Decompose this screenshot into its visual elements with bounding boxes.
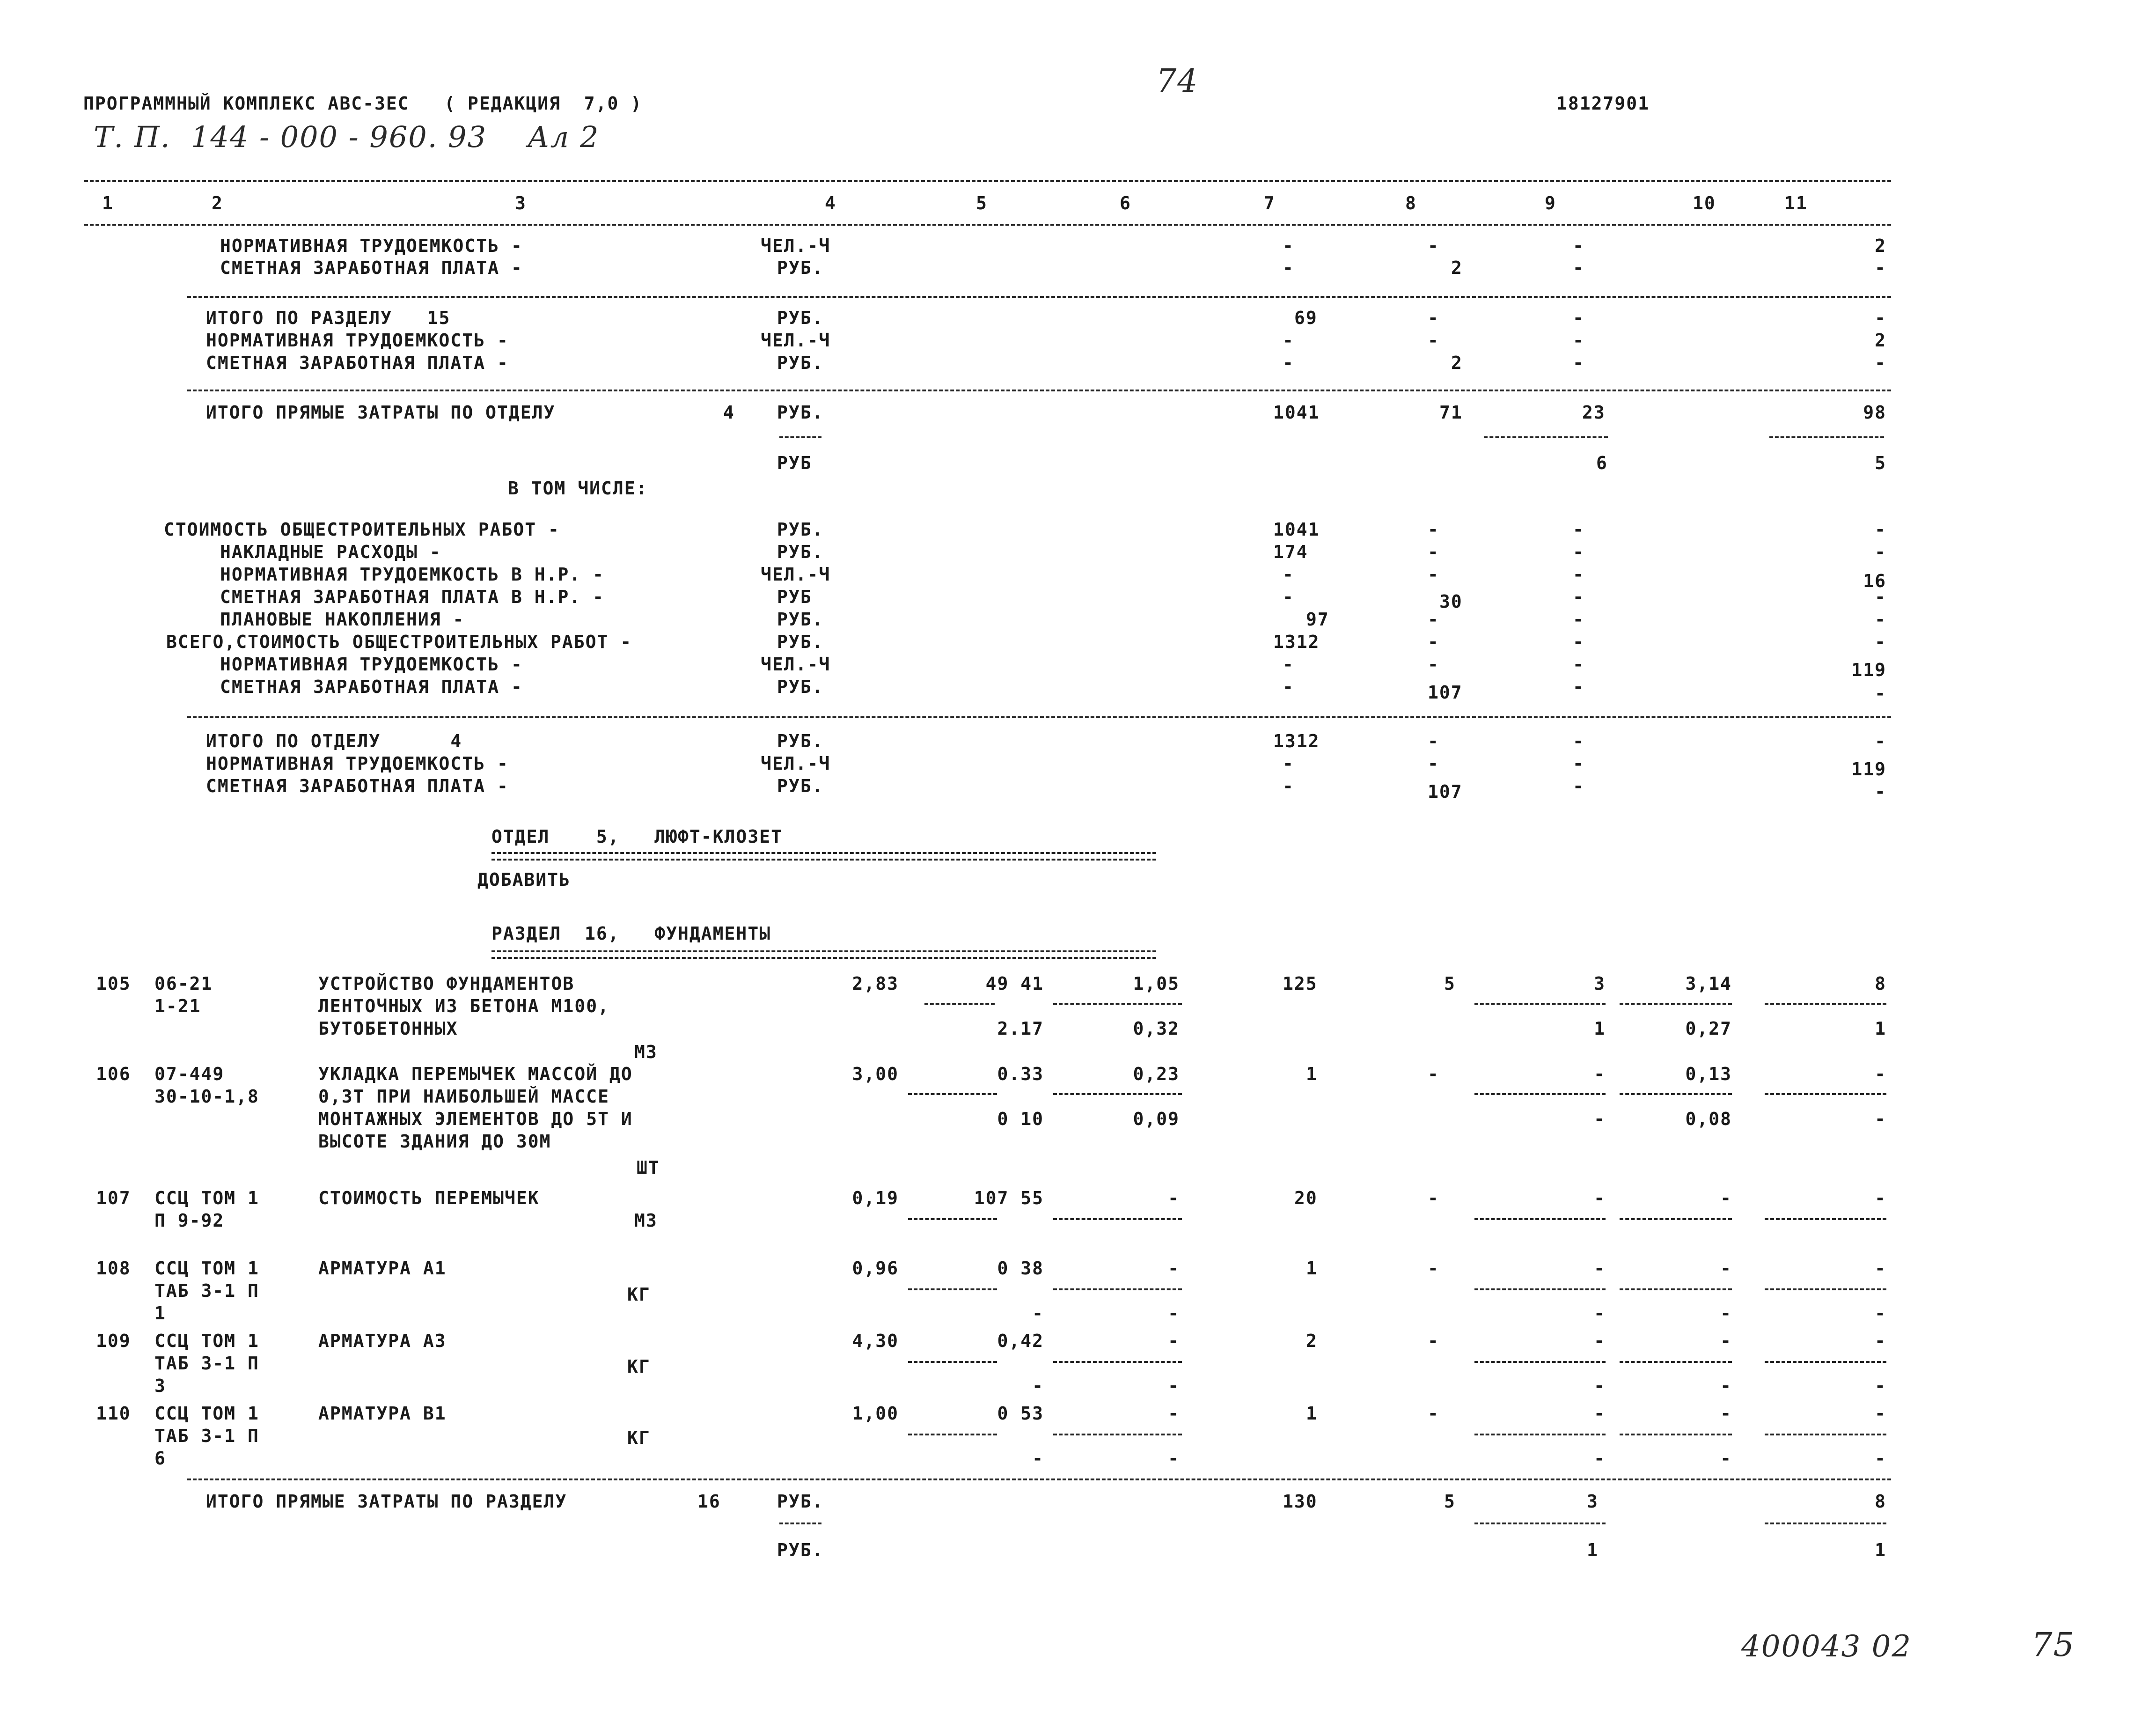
page-number-top: 74 bbox=[1156, 63, 1199, 100]
line-unit: РУБ. bbox=[777, 776, 824, 796]
col9: 3 bbox=[1587, 1491, 1599, 1512]
line-unit-2: РУБ. bbox=[777, 1540, 824, 1560]
col11: 2 bbox=[1875, 235, 1886, 256]
line-unit: РУБ. bbox=[777, 609, 824, 630]
col10-b: - bbox=[1720, 1448, 1732, 1469]
rule bbox=[187, 390, 1891, 391]
col9: - bbox=[1573, 587, 1584, 607]
line-label: НОРМАТИВНАЯ ТРУДОЕМКОСТЬ В Н.Р. - bbox=[220, 564, 604, 585]
col7: 1 bbox=[1306, 1064, 1318, 1084]
col7: 20 bbox=[1294, 1188, 1318, 1208]
col9-b: - bbox=[1594, 1303, 1606, 1324]
col5: 0.33 bbox=[997, 1064, 1044, 1084]
col5: 49 41 bbox=[985, 973, 1044, 994]
col6-b: 0,32 bbox=[1133, 1018, 1180, 1039]
dash bbox=[1053, 1218, 1182, 1220]
col7: - bbox=[1283, 353, 1294, 373]
col7: 97 bbox=[1306, 609, 1329, 630]
item-desc: БУТОБЕТОННЫХ bbox=[318, 1018, 458, 1039]
col6-b: - bbox=[1168, 1376, 1180, 1396]
col5-b: - bbox=[1032, 1448, 1044, 1469]
col8: - bbox=[1428, 1188, 1439, 1208]
col9: - bbox=[1573, 308, 1584, 328]
col11: 119 bbox=[1851, 759, 1886, 780]
col9: - bbox=[1573, 609, 1584, 630]
dash bbox=[924, 1003, 995, 1005]
col7: 1041 bbox=[1273, 402, 1320, 423]
item-num: 107 bbox=[96, 1188, 131, 1208]
line-label: СМЕТНАЯ ЗАРАБОТНАЯ ПЛАТА - bbox=[220, 677, 523, 697]
col8: - bbox=[1428, 609, 1439, 630]
col7: - bbox=[1283, 677, 1294, 697]
col7: - bbox=[1283, 654, 1294, 675]
col9: - bbox=[1573, 257, 1584, 278]
item-unit: КГ bbox=[627, 1284, 651, 1305]
col11: - bbox=[1875, 1188, 1886, 1208]
col8: 71 bbox=[1439, 402, 1463, 423]
col5-b: - bbox=[1032, 1376, 1044, 1396]
item-code: 3 bbox=[154, 1376, 166, 1396]
dash bbox=[1474, 1003, 1606, 1005]
col11: 2 bbox=[1875, 330, 1886, 351]
item-desc: АРМАТУРА В1 bbox=[318, 1403, 447, 1424]
col9: - bbox=[1573, 330, 1584, 351]
col10: 3,14 bbox=[1685, 973, 1732, 994]
line-label: СМЕТНАЯ ЗАРАБОТНАЯ ПЛАТА - bbox=[206, 776, 509, 796]
col8: - bbox=[1428, 330, 1439, 351]
col11: - bbox=[1875, 781, 1886, 802]
col8: 5 bbox=[1444, 1491, 1456, 1512]
col-header-8: 8 bbox=[1405, 193, 1417, 213]
dash bbox=[1053, 1361, 1182, 1363]
col9: - bbox=[1573, 519, 1584, 540]
col10: - bbox=[1720, 1188, 1732, 1208]
col11: - bbox=[1875, 1403, 1886, 1424]
col8: - bbox=[1428, 308, 1439, 328]
col8: - bbox=[1428, 1064, 1439, 1084]
dash bbox=[1474, 1218, 1606, 1220]
double-rule bbox=[491, 852, 1156, 861]
col-header-5: 5 bbox=[976, 193, 988, 213]
col5-b: 0 10 bbox=[997, 1109, 1044, 1129]
line-label: ИТОГО ПРЯМЫЕ ЗАТРАТЫ ПО РАЗДЕЛУ bbox=[206, 1491, 567, 1512]
dash-col11 bbox=[1765, 1523, 1886, 1524]
col8: 5 bbox=[1444, 973, 1456, 994]
col9: - bbox=[1594, 1188, 1606, 1208]
otdel-5-heading: ОТДЕЛ 5, ЛЮФТ-КЛОЗЕТ bbox=[491, 826, 783, 847]
item-unit: КГ bbox=[627, 1427, 651, 1448]
col11: - bbox=[1875, 683, 1886, 704]
col5: 0,42 bbox=[997, 1331, 1044, 1351]
col10: - bbox=[1720, 1331, 1732, 1351]
col9: - bbox=[1573, 677, 1584, 697]
col6-b: - bbox=[1168, 1303, 1180, 1324]
col7: 1 bbox=[1306, 1258, 1318, 1279]
col8: - bbox=[1428, 1403, 1439, 1424]
rule bbox=[187, 716, 1891, 718]
col7: 1 bbox=[1306, 1403, 1318, 1424]
col11: - bbox=[1875, 731, 1886, 751]
item-unit: М3 bbox=[634, 1042, 658, 1062]
col11: - bbox=[1875, 519, 1886, 540]
double-rule bbox=[491, 950, 1156, 959]
dash bbox=[908, 1218, 997, 1220]
col11-b: 1 bbox=[1875, 1540, 1886, 1560]
dash-under-unit bbox=[779, 436, 821, 438]
dash bbox=[1620, 1361, 1732, 1363]
col8: - bbox=[1428, 1331, 1439, 1351]
col9: - bbox=[1573, 235, 1584, 256]
col-header-1: 1 bbox=[102, 193, 114, 213]
col9-b: 6 bbox=[1596, 453, 1608, 473]
item-desc: 0,3Т ПРИ НАИБОЛЬШЕЙ МАССЕ bbox=[318, 1086, 609, 1107]
item-desc: УСТРОЙСТВО ФУНДАМЕНТОВ bbox=[318, 973, 575, 994]
item-num: 106 bbox=[96, 1064, 131, 1084]
item-code: 1 bbox=[154, 1303, 166, 1324]
line-label: ИТОГО ПРЯМЫЕ ЗАТРАТЫ ПО ОТДЕЛУ bbox=[206, 402, 556, 423]
col11: 8 bbox=[1875, 973, 1886, 994]
line-label: НОРМАТИВНАЯ ТРУДОЕМКОСТЬ - bbox=[220, 654, 523, 675]
line-unit: РУБ. bbox=[777, 632, 824, 652]
dash bbox=[1053, 1288, 1182, 1290]
col8: - bbox=[1428, 731, 1439, 751]
document-number: 18127901 bbox=[1556, 93, 1650, 114]
item-code: П 9-92 bbox=[154, 1210, 225, 1231]
dash bbox=[1474, 1093, 1606, 1095]
item-desc: ЛЕНТОЧНЫХ ИЗ БЕТОНА М100, bbox=[318, 996, 609, 1016]
col8: - bbox=[1428, 632, 1439, 652]
item-unit: М3 bbox=[634, 1210, 658, 1231]
col-header-6: 6 bbox=[1120, 193, 1131, 213]
line-label: ИТОГО ПО РАЗДЕЛУ 15 bbox=[206, 308, 451, 328]
col9-b: 1 bbox=[1587, 1540, 1599, 1560]
col11: 98 bbox=[1863, 402, 1886, 423]
col5: 0 38 bbox=[997, 1258, 1044, 1279]
item-code: ССЦ ТОМ 1 bbox=[154, 1188, 259, 1208]
col7: 174 bbox=[1273, 542, 1308, 562]
col7: 130 bbox=[1283, 1491, 1318, 1512]
col9-b: - bbox=[1594, 1376, 1606, 1396]
col11: - bbox=[1875, 308, 1886, 328]
line-label: ИТОГО ПО ОТДЕЛУ 4 bbox=[206, 731, 462, 751]
col11: - bbox=[1875, 587, 1886, 607]
line-unit: ЧЕЛ.-Ч bbox=[761, 753, 831, 774]
item-code: ТАБ 3-1 П bbox=[154, 1280, 259, 1301]
item-code: ССЦ ТОМ 1 bbox=[154, 1403, 259, 1424]
col7: 125 bbox=[1283, 973, 1318, 994]
dash bbox=[1765, 1288, 1886, 1290]
dash bbox=[1053, 1093, 1182, 1095]
col9: 23 bbox=[1582, 402, 1606, 423]
v-tom-chisle: В ТОМ ЧИСЛЕ: bbox=[508, 478, 648, 499]
col8: - bbox=[1428, 564, 1439, 585]
dash bbox=[908, 1093, 997, 1095]
col11: 8 bbox=[1875, 1491, 1886, 1512]
col4: 2,83 bbox=[852, 973, 899, 994]
col7: - bbox=[1283, 257, 1294, 278]
line-unit: ЧЕЛ.-Ч bbox=[761, 330, 831, 351]
razdel-16-heading: РАЗДЕЛ 16, ФУНДАМЕНТЫ bbox=[491, 923, 771, 944]
line-unit: РУБ. bbox=[777, 308, 824, 328]
col11-b: - bbox=[1875, 1303, 1886, 1324]
col-header-11: 11 bbox=[1784, 193, 1808, 213]
item-code: 6 bbox=[154, 1448, 166, 1469]
item-code: ТАБ 3-1 П bbox=[154, 1353, 259, 1374]
col11-b: 5 bbox=[1875, 453, 1886, 473]
dash bbox=[1620, 1434, 1732, 1435]
line-label: НОРМАТИВНАЯ ТРУДОЕМКОСТЬ - bbox=[206, 753, 509, 774]
col11: - bbox=[1875, 257, 1886, 278]
dash-col9 bbox=[1474, 1523, 1606, 1524]
col9: - bbox=[1573, 776, 1584, 796]
col7: 1312 bbox=[1273, 731, 1320, 751]
col9: - bbox=[1573, 753, 1584, 774]
col5-b: 2.17 bbox=[997, 1018, 1044, 1039]
col11: - bbox=[1875, 1064, 1886, 1084]
line-unit: ЧЕЛ.-Ч bbox=[761, 564, 831, 585]
item-num: 110 bbox=[96, 1403, 131, 1424]
col11: 16 bbox=[1863, 571, 1886, 591]
col5: 0 53 bbox=[997, 1403, 1044, 1424]
col10-b: - bbox=[1720, 1303, 1732, 1324]
col6-b: 0,09 bbox=[1133, 1109, 1180, 1129]
item-num: 105 bbox=[96, 973, 131, 994]
col5-b: - bbox=[1032, 1303, 1044, 1324]
col11: 119 bbox=[1851, 660, 1886, 680]
dash-under-unit bbox=[779, 1523, 821, 1524]
dobavit-label: ДОБАВИТЬ bbox=[477, 869, 571, 890]
item-code: 30-10-1,8 bbox=[154, 1086, 259, 1107]
dash bbox=[908, 1434, 997, 1435]
line-label: НОРМАТИВНАЯ ТРУДОЕМКОСТЬ - bbox=[206, 330, 509, 351]
col8: 30 bbox=[1439, 591, 1463, 612]
col10-b: 0,08 bbox=[1685, 1109, 1732, 1129]
col8: - bbox=[1428, 542, 1439, 562]
col7: 2 bbox=[1306, 1331, 1318, 1351]
item-desc: МОНТАЖНЫХ ЭЛЕМЕНТОВ ДО 5Т И bbox=[318, 1109, 633, 1129]
dash bbox=[1053, 1434, 1182, 1435]
col9: - bbox=[1594, 1331, 1606, 1351]
col6: - bbox=[1168, 1188, 1180, 1208]
item-desc: АРМАТУРА А1 bbox=[318, 1258, 447, 1279]
col11: - bbox=[1875, 1258, 1886, 1279]
line-unit: РУБ bbox=[777, 587, 812, 607]
line-label: СТОИМОСТЬ ОБЩЕСТРОИТЕЛЬНЫХ РАБОТ - bbox=[164, 519, 560, 540]
item-unit: ШТ bbox=[637, 1157, 660, 1178]
line-label: СМЕТНАЯ ЗАРАБОТНАЯ ПЛАТА - bbox=[220, 257, 523, 278]
col9: - bbox=[1573, 731, 1584, 751]
rule bbox=[187, 1479, 1891, 1480]
col4: 3,00 bbox=[852, 1064, 899, 1084]
col8: - bbox=[1428, 519, 1439, 540]
col6: 0,23 bbox=[1133, 1064, 1180, 1084]
item-code: ТАБ 3-1 П bbox=[154, 1426, 259, 1446]
col-header-9: 9 bbox=[1545, 193, 1556, 213]
line-unit-2: РУБ bbox=[777, 453, 812, 473]
col8: 107 bbox=[1428, 781, 1463, 802]
col11: - bbox=[1875, 1331, 1886, 1351]
col11-b: - bbox=[1875, 1376, 1886, 1396]
col-header-10: 10 bbox=[1693, 193, 1716, 213]
col4: 0,96 bbox=[852, 1258, 899, 1279]
line-unit: ЧЕЛ.-Ч bbox=[761, 654, 831, 675]
line-unit: РУБ. bbox=[777, 402, 824, 423]
col11: - bbox=[1875, 542, 1886, 562]
line-unit: РУБ. bbox=[777, 542, 824, 562]
col9: - bbox=[1573, 654, 1584, 675]
line-unit: РУБ. bbox=[777, 731, 824, 751]
col7: - bbox=[1283, 564, 1294, 585]
col7: - bbox=[1283, 235, 1294, 256]
item-code: 07-449 bbox=[154, 1064, 225, 1084]
col11-b: 1 bbox=[1875, 1018, 1886, 1039]
col8: - bbox=[1428, 1258, 1439, 1279]
item-code: 1-21 bbox=[154, 996, 201, 1016]
col10-b: - bbox=[1720, 1376, 1732, 1396]
col8: 107 bbox=[1428, 682, 1463, 703]
col4: 1,00 bbox=[852, 1403, 899, 1424]
col9: - bbox=[1594, 1064, 1606, 1084]
line-num: 16 bbox=[697, 1491, 721, 1512]
col11: - bbox=[1875, 353, 1886, 373]
col9: - bbox=[1573, 564, 1584, 585]
col8: 2 bbox=[1451, 353, 1463, 373]
dash-col11 bbox=[1769, 436, 1884, 438]
dash bbox=[908, 1361, 997, 1363]
col9-b: - bbox=[1594, 1109, 1606, 1129]
item-desc: АРМАТУРА А3 bbox=[318, 1331, 447, 1351]
col9: - bbox=[1573, 632, 1584, 652]
dash bbox=[1053, 1003, 1182, 1005]
col11-b: - bbox=[1875, 1109, 1886, 1129]
col9: 3 bbox=[1594, 973, 1606, 994]
dash bbox=[1620, 1093, 1732, 1095]
tp-code: Т. П. 144 - 000 - 960. 93 Ал 2 bbox=[94, 120, 600, 154]
program-title: ПРОГРАММНЫЙ КОМПЛЕКС АВС-ЗЕС ( РЕДАКЦИЯ 7,0 ) bbox=[83, 93, 643, 114]
line-unit: РУБ. bbox=[777, 257, 824, 278]
line-label: НОРМАТИВНАЯ ТРУДОЕМКОСТЬ - bbox=[220, 235, 523, 256]
col9-b: - bbox=[1594, 1448, 1606, 1469]
dash bbox=[1765, 1434, 1886, 1435]
col10: 0,13 bbox=[1685, 1064, 1732, 1084]
item-num: 109 bbox=[96, 1331, 131, 1351]
dash bbox=[1474, 1434, 1606, 1435]
col8: 2 bbox=[1451, 257, 1463, 278]
line-label: НАКЛАДНЫЕ РАСХОДЫ - bbox=[220, 542, 441, 562]
col10-b: 0,27 bbox=[1685, 1018, 1732, 1039]
line-label: СМЕТНАЯ ЗАРАБОТНАЯ ПЛАТА В Н.Р. - bbox=[220, 587, 604, 607]
item-num: 108 bbox=[96, 1258, 131, 1279]
col11-b: - bbox=[1875, 1448, 1886, 1469]
col4: 0,19 bbox=[852, 1188, 899, 1208]
col7: 69 bbox=[1294, 308, 1318, 328]
col7: - bbox=[1283, 587, 1294, 607]
item-unit: КГ bbox=[627, 1356, 651, 1377]
col7: - bbox=[1283, 753, 1294, 774]
col9: - bbox=[1594, 1403, 1606, 1424]
col6: 1,05 bbox=[1133, 973, 1180, 994]
dash bbox=[1620, 1288, 1732, 1290]
line-unit: ЧЕЛ.-Ч bbox=[761, 235, 831, 256]
header-rule-bottom bbox=[84, 224, 1891, 226]
col6: - bbox=[1168, 1331, 1180, 1351]
dash bbox=[1620, 1003, 1732, 1005]
footer-stamp: 400043 02 bbox=[1741, 1629, 1912, 1664]
col7: - bbox=[1283, 330, 1294, 351]
item-desc: ВЫСОТЕ ЗДАНИЯ ДО 30М bbox=[318, 1131, 551, 1152]
col-header-7: 7 bbox=[1264, 193, 1276, 213]
col7: - bbox=[1283, 776, 1294, 796]
dash bbox=[1765, 1361, 1886, 1363]
header-rule-top bbox=[84, 180, 1891, 182]
col-header-3: 3 bbox=[515, 193, 527, 213]
dash bbox=[1765, 1218, 1886, 1220]
dash bbox=[1765, 1003, 1886, 1005]
line-label: ПЛАНОВЫЕ НАКОПЛЕНИЯ - bbox=[220, 609, 465, 630]
dash bbox=[1474, 1361, 1606, 1363]
col4: 4,30 bbox=[852, 1331, 899, 1351]
col-header-2: 2 bbox=[212, 193, 223, 213]
item-code: 06-21 bbox=[154, 973, 213, 994]
dash bbox=[1474, 1288, 1606, 1290]
col10: - bbox=[1720, 1258, 1732, 1279]
col7: 1312 bbox=[1273, 632, 1320, 652]
col9-b: 1 bbox=[1594, 1018, 1606, 1039]
line-num: 4 bbox=[723, 402, 735, 423]
col8: - bbox=[1428, 654, 1439, 675]
line-unit: РУБ. bbox=[777, 677, 824, 697]
col6-b: - bbox=[1168, 1448, 1180, 1469]
item-code: ССЦ ТОМ 1 bbox=[154, 1258, 259, 1279]
item-desc: СТОИМОСТЬ ПЕРЕМЫЧЕК bbox=[318, 1188, 540, 1208]
col9: - bbox=[1594, 1258, 1606, 1279]
line-unit: РУБ. bbox=[777, 353, 824, 373]
line-unit: РУБ. bbox=[777, 1491, 824, 1512]
col11: - bbox=[1875, 632, 1886, 652]
item-desc: УКЛАДКА ПЕРЕМЫЧЕК МАССОЙ ДО bbox=[318, 1064, 633, 1084]
dash-col9 bbox=[1484, 436, 1608, 438]
col6: - bbox=[1168, 1258, 1180, 1279]
col8: - bbox=[1428, 235, 1439, 256]
col8: - bbox=[1428, 753, 1439, 774]
col10: - bbox=[1720, 1403, 1732, 1424]
dash bbox=[1620, 1218, 1732, 1220]
dash bbox=[1765, 1093, 1886, 1095]
line-label: СМЕТНАЯ ЗАРАБОТНАЯ ПЛАТА - bbox=[206, 353, 509, 373]
line-unit: РУБ. bbox=[777, 519, 824, 540]
col-header-4: 4 bbox=[825, 193, 836, 213]
rule bbox=[187, 296, 1891, 298]
col7: 1041 bbox=[1273, 519, 1320, 540]
col5: 107 55 bbox=[974, 1188, 1044, 1208]
col11: - bbox=[1875, 609, 1886, 630]
col9: - bbox=[1573, 542, 1584, 562]
dash bbox=[908, 1288, 997, 1290]
col9: - bbox=[1573, 353, 1584, 373]
line-label: ВСЕГО,СТОИМОСТЬ ОБЩЕСТРОИТЕЛЬНЫХ РАБОТ - bbox=[166, 632, 632, 652]
item-code: ССЦ ТОМ 1 bbox=[154, 1331, 259, 1351]
footer-page-number: 75 bbox=[2031, 1626, 2075, 1664]
col6: - bbox=[1168, 1403, 1180, 1424]
